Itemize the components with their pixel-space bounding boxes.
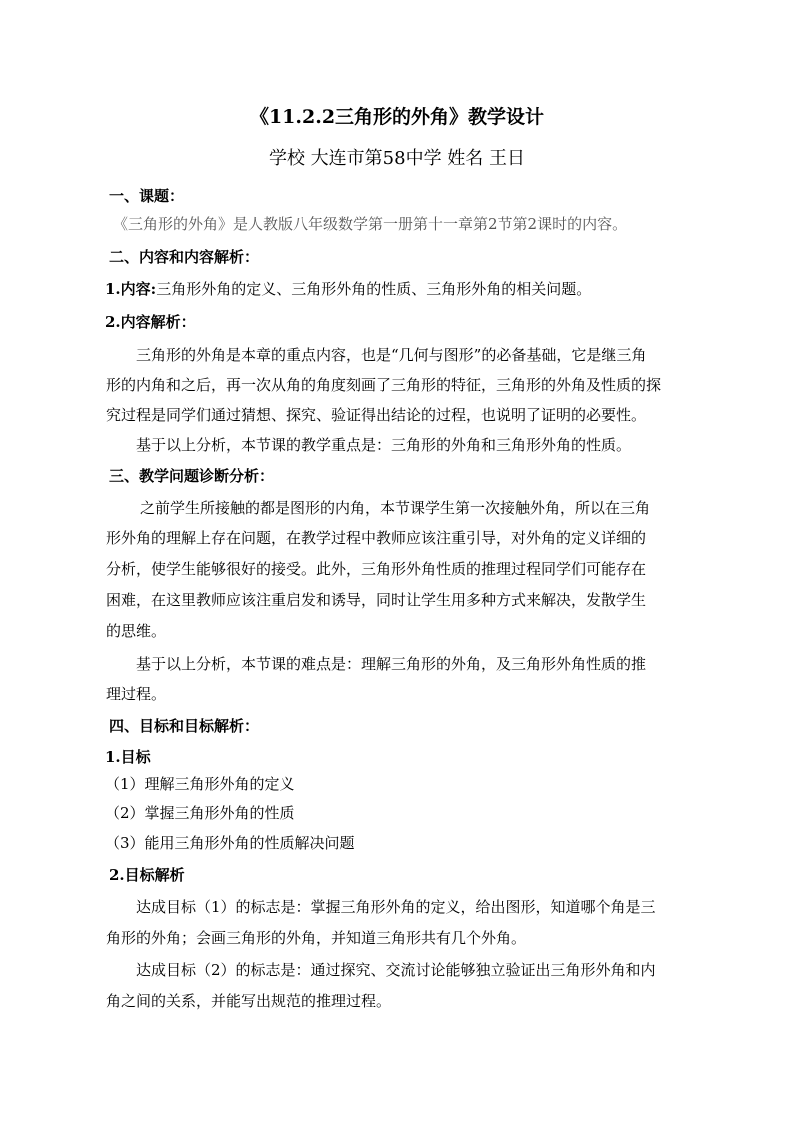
paragraph-line: 之前学生所接触的都是图形的内角，本节课学生第一次接触外角，所以在三角 bbox=[140, 499, 651, 517]
paragraph-line: 达成目标（2）的标志是：通过探究、交流讨论能够独立验证出三角形外角和内 bbox=[136, 961, 656, 979]
paragraph-line: 角形的外角；会画三角形的外角，并知道三角形共有几个外角。 bbox=[106, 929, 527, 947]
goal-item: （1）理解三角形外角的定义 bbox=[105, 775, 295, 793]
goal-label: 1.目标 bbox=[105, 748, 151, 766]
section-2-heading: 二、内容和内容解析： bbox=[109, 248, 260, 266]
paragraph-line: 形的内角和之后，再一次从角的角度刻画了三角形的特征，三角形的外角及性质的探 bbox=[106, 376, 662, 394]
paragraph-line: 达成目标（1）的标志是：掌握三角形外角的定义，给出图形，知道哪个角是三 bbox=[136, 898, 656, 916]
section-1-text: 《三角形的外角》是人教版八年级数学第一册第十一章第2节第2课时的内容。 bbox=[113, 215, 628, 233]
goal-item: （2）掌握三角形外角的性质 bbox=[105, 804, 295, 822]
content-line bbox=[105, 278, 591, 300]
goal-analysis-label: 2.目标解析 bbox=[109, 866, 185, 884]
paragraph-line: 分析，使学生能够很好的接受。此外，三角形外角性质的推理过程同学们可能存在 bbox=[106, 560, 647, 578]
document-title: 《11.2.2三角形的外角》教学设计 bbox=[249, 106, 545, 128]
paragraph-line: 基于以上分析，本节课的教学重点是：三角形的外角和三角形外角的性质。 bbox=[136, 436, 632, 454]
section-4-heading: 四、目标和目标解析： bbox=[109, 717, 260, 735]
paragraph-line: 角之间的关系，并能写出规范的推理过程。 bbox=[106, 992, 392, 1010]
content-analysis-label: 2.内容解析： bbox=[105, 313, 196, 331]
document-subtitle: 学校 大连市第58中学 姓名 王日 bbox=[268, 148, 526, 169]
goal-item: （3）能用三角形外角的性质解决问题 bbox=[105, 834, 355, 852]
section-3-heading: 三、教学问题诊断分析： bbox=[109, 467, 275, 485]
paragraph-line: 的思维。 bbox=[106, 622, 167, 640]
paragraph-line: 形外角的理解上存在问题，在教学过程中教师应该注重引导，对外角的定义详细的 bbox=[106, 529, 647, 547]
paragraph-line: 基于以上分析，本节课的难点是：理解三角形的外角，及三角形外角性质的推 bbox=[136, 655, 647, 673]
section-1-heading: 一、课题： bbox=[109, 187, 185, 205]
paragraph-line: 困难，在这里教师应该注重启发和诱导，同时让学生用多种方式来解决，发散学生 bbox=[106, 591, 647, 609]
paragraph-line: 究过程是同学们通过猜想、探究、验证得出结论的过程，也说明了证明的必要性。 bbox=[106, 406, 647, 424]
paragraph-line: 三角形的外角是本章的重点内容，也是“几何与图形”的必备基础，它是继三角 bbox=[136, 346, 647, 364]
content-label: 1.内容: bbox=[105, 280, 157, 298]
paragraph-line: 理过程。 bbox=[106, 685, 167, 703]
content-text: 三角形外角的定义、三角形外角的性质、三角形外角的相关问题。 bbox=[156, 280, 592, 298]
